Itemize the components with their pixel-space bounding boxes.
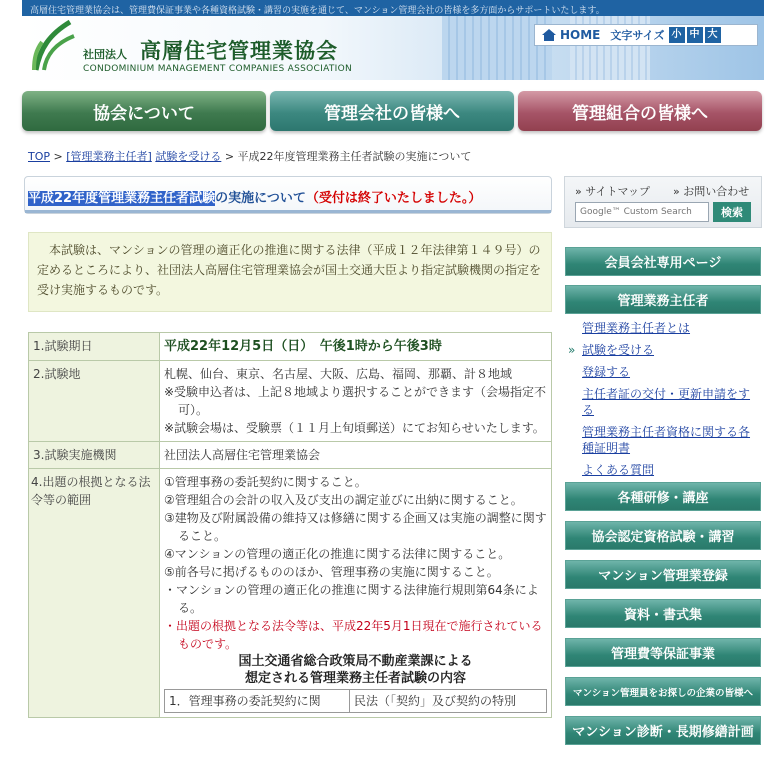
org-prefix: 社団法人 xyxy=(83,48,127,61)
breadcrumb-page[interactable]: 試験を受ける xyxy=(155,150,222,163)
source-line-2: 想定される管理業務主任者試験の内容 xyxy=(244,671,466,686)
sub-cell: 民法（「契約」及び契約の特別 xyxy=(350,690,547,713)
row-value xyxy=(160,469,552,718)
font-size-label: 文字サイズ xyxy=(610,29,665,42)
sidebar-item-take-exam[interactable]: » 試験を受ける xyxy=(568,342,760,358)
intro-paragraph: 本試験は、マンションの管理の適正化の推進に関する法律（平成１２年法律第１４９号）の定めるところにより、社団法人高層住宅管理業協会が国土交通大臣より指定試験機関の指定を受け実施するものです。 xyxy=(37,243,542,297)
font-size-large-button[interactable]: 大 xyxy=(705,27,721,43)
table-row xyxy=(165,690,547,713)
sidebar-button-guarantee[interactable]: 管理費等保証事業 xyxy=(565,638,761,667)
row-label: 3.試験実施機関 xyxy=(29,442,160,469)
exam-info-table xyxy=(28,332,552,718)
table-row xyxy=(29,442,552,469)
page-title xyxy=(28,187,481,206)
sidebar-button-find-manager[interactable]: マンション管理員をお探しの企業の皆様へ xyxy=(565,677,761,706)
table-row xyxy=(29,469,552,718)
org-name-en: CONDOMINIUM MANAGEMENT COMPANIES ASSOCIATION xyxy=(83,64,353,74)
sidebar-item-register[interactable]: 登録する xyxy=(582,365,631,379)
sidebar-item-faq[interactable]: よくある質問 xyxy=(582,463,655,477)
sidebar-button-certified-exams[interactable]: 協会認定資格試験・講習 xyxy=(565,521,761,550)
exam-locations: 札幌、仙台、東京、名古屋、大阪、広島、福岡、那覇、計８地域 xyxy=(164,367,513,381)
nav-management-companies[interactable]: 管理会社の皆様へ xyxy=(270,91,514,131)
row-value: 社団法人高層住宅管理業協会 xyxy=(160,442,552,469)
nav-management-associations[interactable]: 管理組合の皆様へ xyxy=(518,91,762,131)
row-label: 2.試験地 xyxy=(29,361,160,442)
location-note-1: ※受験申込者は、上記８地域より選択することができます（会場指定不可）。 xyxy=(164,385,547,417)
law-item-5: ⑤前各号に掲げるもののほか、管理事務の実施に関すること。 xyxy=(164,565,499,579)
sidebar-button-training[interactable]: 各種研修・講座 xyxy=(565,482,761,511)
source-line-1: 国土交通省総合政策局不動産業課による xyxy=(238,654,473,669)
breadcrumb-sep: > xyxy=(53,150,63,163)
location-note-2: ※試験会場は、受験票（１１月上旬頃郵送）にてお知らせいたします。 xyxy=(164,421,545,435)
row-label: 1.試験期日 xyxy=(29,333,160,361)
exam-date: 平成22年12月5日（日） 午後1時から午後3時 xyxy=(164,339,442,354)
sitemap-link[interactable]: » サイトマップ xyxy=(575,185,651,198)
sidebar-button-registration[interactable]: マンション管理業登録 xyxy=(565,560,761,589)
contact-label[interactable]: お問い合わせ xyxy=(683,185,750,198)
page-title-rest: の実施について xyxy=(215,191,306,206)
breadcrumb-section[interactable]: [管理業務主任者] xyxy=(66,150,152,163)
title-underline xyxy=(25,210,551,213)
table-row xyxy=(29,333,552,361)
breadcrumb xyxy=(28,148,471,164)
font-size-medium-button[interactable]: 中 xyxy=(687,27,703,43)
sidebar-item-certificate[interactable]: 主任者証の交付・更新申請をする xyxy=(582,387,751,417)
search-input[interactable] xyxy=(575,202,709,222)
sidebar-item-proofs[interactable]: 管理業務主任者資格に関する各種証明書 xyxy=(582,425,751,455)
page-title-status: （受付は終了いたしました。） xyxy=(305,191,482,206)
members-page-button[interactable]: 会員会社専用ページ xyxy=(565,247,761,276)
law-item-1: ①管理事務の委託契約に関すること。 xyxy=(164,475,367,489)
sub-cell: 1．管理事務の委託契約に関 xyxy=(165,690,350,713)
contact-link[interactable]: » お問い合わせ xyxy=(673,185,750,198)
site-header xyxy=(22,0,764,80)
row-value xyxy=(160,333,552,361)
row-value xyxy=(160,361,552,442)
org-name[interactable]: 高層住宅管理業協会 xyxy=(140,39,338,63)
law-bullet: ・マンションの管理の適正化の推進に関する法律施行規則第64条による。 xyxy=(164,583,539,615)
logo-leaf-icon[interactable] xyxy=(30,18,78,72)
section-title-kanri: 管理業務主任者 xyxy=(565,285,761,314)
sitemap-label[interactable]: サイトマップ xyxy=(585,185,651,198)
content-sub-table xyxy=(164,689,547,713)
sidebar-item-about-manager[interactable]: 管理業務主任者とは xyxy=(582,321,691,335)
home-icon[interactable] xyxy=(541,28,557,42)
page-title-highlight: 平成22年度管理業務主任者試験 xyxy=(28,191,216,206)
header-tagline: 高層住宅管理業協会は、管理費保証事業や各種資格試験・講習の実施を通じて、マンション管理会社の皆様を多方面からサポートいたします。 xyxy=(30,6,605,16)
page-title-box xyxy=(24,176,552,214)
search-button[interactable]: 検索 xyxy=(713,202,751,222)
breadcrumb-sep-2: > xyxy=(224,150,235,163)
sidebar-button-documents[interactable]: 資料・書式集 xyxy=(565,599,761,628)
law-item-2: ②管理組合の会計の収入及び支出の調定並びに出納に関すること。 xyxy=(164,493,523,507)
home-link[interactable]: HOME xyxy=(560,28,601,42)
breadcrumb-top[interactable]: TOP xyxy=(28,150,51,163)
search-box xyxy=(564,176,762,228)
row-label: 4.出題の根拠となる法令等の範囲 xyxy=(29,469,160,718)
law-red-note: ・出題の根拠となる法令等は、平成22年5月1日現在で施行されているものです。 xyxy=(164,619,543,651)
law-item-3: ③建物及び附属設備の維持又は修繕に関する企画又は実施の調整に関すること。 xyxy=(164,511,547,543)
utility-bar xyxy=(534,24,758,46)
breadcrumb-current: 平成22年度管理業務主任者試験の実施について xyxy=(237,150,472,163)
law-item-4: ④マンションの管理の適正化の推進に関する法律に関すること。 xyxy=(164,547,511,561)
intro-text xyxy=(28,232,552,312)
nav-about[interactable]: 協会について xyxy=(22,91,266,131)
table-row xyxy=(29,361,552,442)
font-size-small-button[interactable]: 小 xyxy=(669,27,685,43)
sidebar-links xyxy=(568,320,760,484)
sidebar-button-diagnosis[interactable]: マンション診断・長期修繕計画 xyxy=(565,716,761,745)
